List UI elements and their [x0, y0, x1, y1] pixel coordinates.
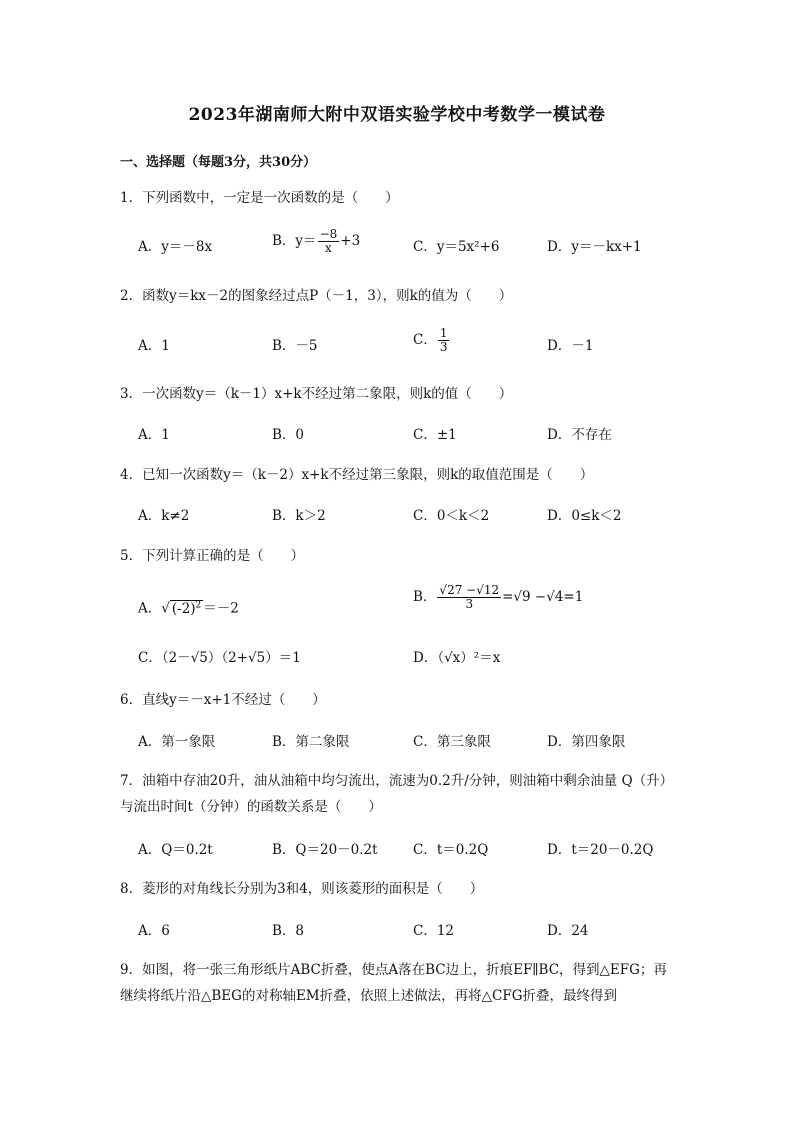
question-4-stem: 4．已知一次函数y＝（k－2）x+k不经过第三象限，则k的取值范围是（ ） — [120, 467, 594, 483]
question-6-options — [138, 731, 678, 757]
question-7-stem: 7．油箱中存油20升，油从油箱中均匀流出，流速为0.2升/分钟，则油箱中剩余油量 Q（升）与流出时间t（分钟）的函数关系是（ ） — [120, 773, 674, 815]
option-d: D．（√x）²＝x — [413, 650, 501, 666]
option-a: A．第一象限 — [138, 734, 216, 750]
option-a: A．6 — [138, 923, 170, 939]
option-a: A．1 — [138, 427, 170, 443]
option-c: C．12 — [413, 923, 455, 939]
option-d: D．第四象限 — [547, 734, 626, 750]
option-d: D．24 — [547, 923, 589, 939]
question-4-options — [138, 505, 678, 531]
question-2-stem: 2．函数y＝kx－2的图象经过点P（－1，3），则k的值为（ ） — [120, 288, 513, 304]
option-d: D．y＝－kx+1 — [547, 239, 642, 255]
option-d: D．不存在 — [547, 427, 612, 443]
question-3-options — [138, 424, 678, 450]
page-title: 2023年湖南师大附中双语实验学校中考数学一模试卷 — [188, 105, 606, 125]
option-c: C．（2－√5）（2+√5）＝1 — [138, 650, 301, 666]
question-7-options — [138, 839, 678, 865]
option-b: B．－5 — [272, 338, 318, 354]
option-b: B．y＝ $\frac{-8}{x}$ +3 — [272, 227, 361, 255]
option-a: A．√ $(-2)^2 =-2$ — [138, 594, 239, 620]
option-a: A．1 — [138, 338, 170, 354]
question-2-options — [138, 326, 678, 361]
question-1-stem: 1．下列函数中，一定是一次函数的是（ ） — [120, 190, 399, 206]
section-heading: 一、选择题（每题3分，共30分） — [120, 155, 317, 170]
question-8-stem: 8．菱形的对角线长分别为3和4，则该菱形的面积是（ ） — [120, 881, 484, 897]
option-c: C．t＝0.2Q — [413, 842, 489, 858]
option-d: D．－1 — [547, 338, 594, 354]
fraction: $\frac{√27 -√12}{3}$ — [439, 583, 500, 611]
option-c: C．±1 — [413, 427, 457, 443]
question-5-options-row1 — [138, 583, 678, 620]
option-b: B． $\frac{√27 -√12}{3}$ =√9 −√4=1 — [413, 583, 584, 611]
question-8-options — [138, 920, 678, 946]
question-5-stem: 5．下列计算正确的是（ ） — [120, 548, 305, 564]
option-a: A．Q＝0.2t — [138, 842, 213, 858]
option-b: B．k＞2 — [272, 508, 326, 524]
option-c: C． $\frac{1}{3}$ — [413, 326, 448, 354]
option-b: B．Q＝20－0.2t — [272, 842, 378, 858]
question-1-options — [138, 227, 678, 262]
option-b: B．8 — [272, 923, 305, 939]
option-d: D．t＝20－0.2Q — [547, 842, 654, 858]
square-root: √ $(-2)^2$ — [161, 600, 202, 617]
option-c: C．第三象限 — [413, 734, 491, 750]
question-6-stem: 6．直线y＝－x+1不经过（ ） — [120, 692, 326, 708]
option-c: C．y＝5x²+6 — [413, 239, 500, 255]
question-3-stem: 3．一次函数y＝（k－1）x+k不经过第二象限，则k的值（ ） — [120, 386, 513, 402]
option-b: B．第二象限 — [272, 734, 350, 750]
option-a: A．k≠2 — [138, 508, 190, 524]
option-d: D．0≤k＜2 — [547, 508, 622, 524]
fraction: $\frac{1}{3}$ — [439, 326, 448, 354]
question-5-options-row2 — [138, 647, 678, 673]
option-a: A．y＝－8x — [138, 239, 213, 255]
option-b: B．0 — [272, 427, 305, 443]
option-c: C．0＜k＜2 — [413, 508, 490, 524]
fraction: $\frac{-8}{x}$ — [319, 227, 338, 255]
question-9-stem: 9．如图，将一张三角形纸片ABC折叠，使点A落在BC边上，折痕EF∥BC，得到△EFG；再继续将纸片沿△BEG的对称轴EM折叠，依照上述做法，再将△CFG折叠，最终得到 — [120, 962, 667, 1004]
